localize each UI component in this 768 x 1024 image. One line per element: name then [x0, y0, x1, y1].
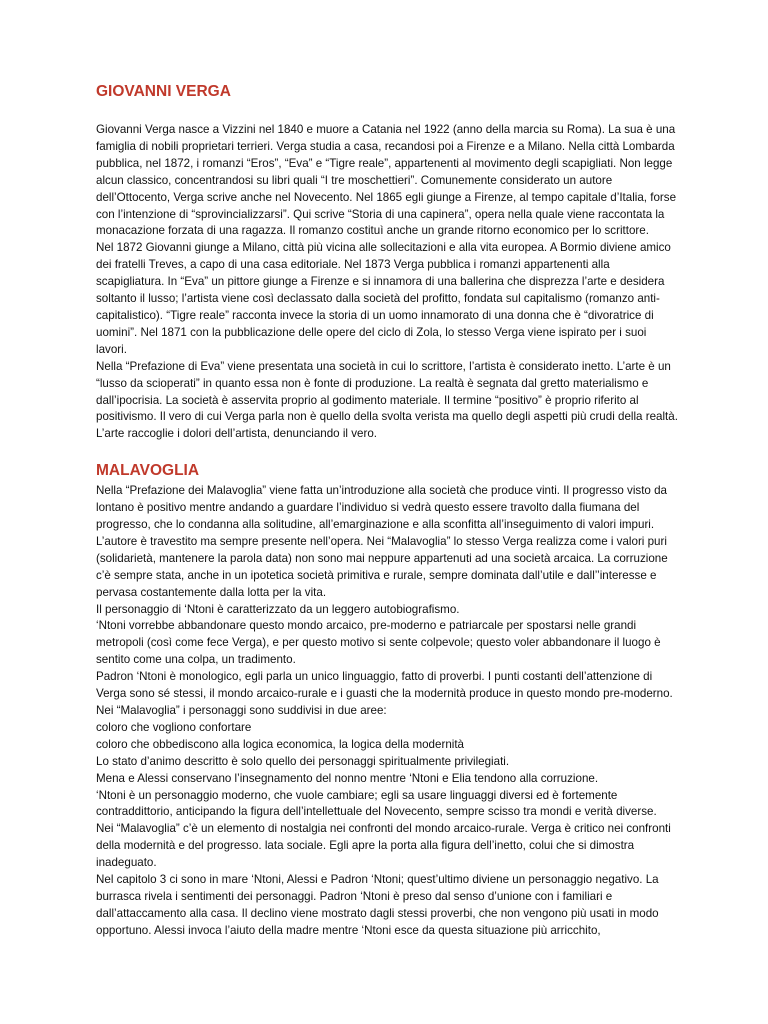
- paragraph: Nel capitolo 3 ci sono in mare ‘Ntoni, Alessi e Padron ‘Ntoni; quest’ultimo diviene un personaggio negativo. La burrasca rivela i sentimenti dei personaggi. Padron ‘Ntoni è preso dal senso d’unione con i familiari e dall’attaccamento alla casa. Il declino viene mostrato dagli stessi proverbi, che non vengono più usati in modo opportuno. Alessi invoca l’aiuto della madre mentre ‘Ntoni esce da questa situazione più arricchito,: [96, 873, 659, 937]
- paragraph: Mena e Alessi conservano l’insegnamento del nonno mentre ‘Ntoni e Elia tendono alla corruzione.: [96, 771, 599, 785]
- paragraph: Giovanni Verga nasce a Vizzini nel 1840 e muore a Catania nel 1922 (anno della marcia su Roma). La sua è una famiglia di nobili proprietari terrieri. Verga studia a casa, recandosi poi a Firenze e a Milano. Nella città Lombarda pubblica, nel 1872, i romanzi “Eros”, “Eva” e “Tigre reale”, appartenenti al movimento degli scapigliati. Non legge alcun classico, concentrandosi su libri quali “I tre moschettieri”. Comunemente considerato un autore dell’Ottocento, Verga scrive anche nel Novecento. Nel 1865 egli giunge a Firenze, al tempo capitale d’Italia, forse con l’intenzione di “sprovincializzarsi”. Qui scrive “Storia di una capinera”, opera nella quale viene raccontata la monacazione forzata di una ragazza. Il romanzo costituì anche un grande ritorno economico per lo scrittore.: [96, 123, 677, 238]
- document-page: [96, 82, 678, 940]
- paragraph: Lo stato d’animo descritto è solo quello dei personaggi spiritualmente privilegiati.: [96, 754, 510, 768]
- paragraph: ‘Ntoni vorrebbe abbandonare questo mondo arcaico, pre-moderno e patriarcale per spostarsi nelle grandi metropoli (così come fece Verga), e per questo motivo si sente colpevole; questo voler abbandonare il luogo è sentito come una colpa, un tradimento.: [96, 619, 661, 667]
- paragraph: Nella “Prefazione dei Malavoglia” viene fatta un’introduzione alla società che produce vinti. Il progresso visto da lontano è positivo mentre andando a guardare l’individuo si vedrà questo essere travolto dalla fiumana del progresso, che lo condanna alla solitudine, all’emarginazione e alla sconfitta all’inseguimento di valori impuri. L’autore è travestito ma sempre presente nell’opera. Nei “Malavoglia” lo stesso Verga realizza come i valori puri (solidarietà, mantenere la parola data) non sono mai neppure appartenuti ad una società arcaica. La corruzione c’è sempre stata, anche in un ipotetica società primitiva e rurale, sempre dominata dall’utile e dall’’interesse e pervasa costantemente dalla lotta per la vita.: [96, 484, 668, 599]
- paragraph: Nella “Prefazione di Eva” viene presentata una società in cui lo scrittore, l’artista è considerato inetto. L’arte è un “lusso da scioperati” in quanto essa non è fonte di produzione. La realtà è segnata dal gretto materialismo e dall’ipocrisia. La società è asservita proprio al godimento materiale. Il termine “positivo” è proprio riferito al positivismo. Il vero di cui Verga parla non è quello della svolta verista ma quello degli aspetti più crudi della realtà. L’arte raccoglie i dolori dell’artista, denunciando il vero.: [96, 359, 678, 441]
- list-line: coloro che obbediscono alla logica economica, la logica della modernità: [96, 737, 465, 751]
- paragraph: ‘Ntoni è un personaggio moderno, che vuole cambiare; egli sa usare linguaggi diversi ed è fortemente contraddittorio, anticipando la figura dell’intellettuale del Novecento, sempre scisso tra mondi e verità diverse.: [96, 788, 657, 819]
- paragraph: Nel 1872 Giovanni giunge a Milano, città più vicina alle sollecitazioni e alla vita europea. A Bormio diviene amico dei fratelli Treves, a capo di una casa editoriale. Nel 1873 Verga pubblica i romanzi appartenenti alla scapigliatura. In “Eva” un pittore giunge a Firenze e si innamora di una ballerina che disprezza l’arte e desidera soltanto il lusso; l’artista viene così declassato dalla società del profitto, fondata sul capitalismo (romanzo anti-capitalistico). “Tigre reale” racconta invece la storia di un uomo innamorato di una donna che è “divoratrice di uomini”. Nel 1871 con la pubblicazione delle opere del ciclo di Zola, lo stesso Verga viene ispirato per i suoi lavori.: [96, 241, 671, 356]
- paragraph: Padron ‘Ntoni è monologico, egli parla un unico linguaggio, fatto di proverbi. I punti costanti dell’attenzione di Verga sono sé stessi, il mondo arcaico-rurale e i guasti che la modernità produce in questo mondo pre-moderno. Nei “Malavoglia” i personaggi sono suddivisi in due aree:: [96, 670, 673, 717]
- section-heading-giovanni-verga: GIOVANNI VERGA: [96, 83, 231, 100]
- paragraph: Il personaggio di ‘Ntoni è caratterizzato da un leggero autobiografismo.: [96, 602, 460, 616]
- list-line: coloro che vogliono confortare: [96, 720, 252, 734]
- section-heading-malavoglia: MALAVOGLIA: [96, 462, 200, 480]
- paragraph: Nei “Malavoglia” c’è un elemento di nostalgia nei confronti del mondo arcaico-rurale. Verga è critico nei confronti della modernità e del progresso. lata sociale. Egli apre la porta alla figura dell’inetto, colui che si dimostra inadeguato.: [96, 822, 671, 870]
